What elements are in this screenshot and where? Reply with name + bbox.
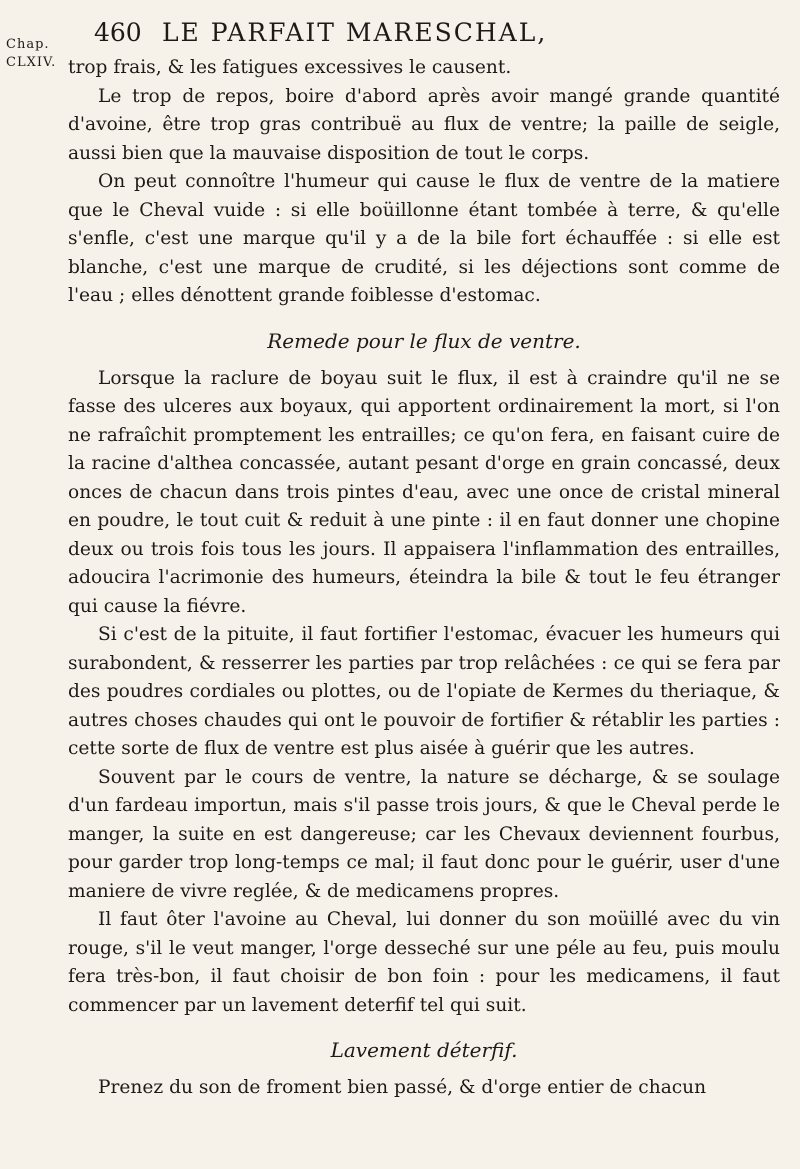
- paragraph: Le trop de repos, boire d'abord après avoir mangé grande quantité d'avoine, être trop gras contribuë au flux de ventre; la paille de seigle, aussi bien que la mauvaise disposition de tout le corps.: [68, 85, 780, 164]
- section-heading-lavement: Lavement déterfif.: [330, 1038, 518, 1062]
- paragraph: trop frais, & les fatigues excessives le causent.: [68, 57, 512, 78]
- paragraph: On peut connoître l'humeur qui cause le flux de ventre de la matiere que le Cheval vuide : si elle boüillonne étant tombée à terre, & qu'elle s'enfle, c'est une marque qu'il y a de la bile fort échauffée : si elle est blanche, c'est une marque de crudité, si les déjections sont comme de l'eau ; elles dénottent grande foiblesse d'estomac.: [68, 171, 780, 306]
- page-header: [94, 18, 654, 47]
- margin-note-line-2: CLXIV.: [6, 55, 57, 70]
- chapter-margin-note: [6, 36, 58, 72]
- page-body: [68, 54, 780, 1103]
- running-title: LE PARFAIT MARESCHAL,: [161, 18, 548, 47]
- section-heading-remedy: Remede pour le flux de ventre.: [267, 328, 581, 353]
- paragraph: Prenez du son de froment bien passé, & d'orge entier de chacun: [98, 1077, 707, 1098]
- paragraph: Si c'est de la pituite, il faut fortifier l'estomac, évacuer les humeurs qui surabondent, & resserrer les parties par trop relâchées : ce qui se fera par des poudres cordiales ou plottes, ou de l'opiate de Kermes du theriaque, & autres choses chaudes qui ont le pouvoir de fortifier & rétablir les parties : cette sorte de flux de ventre est plus aisée à guérir que les autres.: [68, 624, 780, 759]
- paragraph: Il faut ôter l'avoine au Cheval, lui donner du son moüillé avec du vin rouge, s'il le veut manger, l'orge desseché sur une péle au feu, puis moulu fera très-bon, il faut choisir de bon foin : pour les medicamens, il faut commencer par un lavement deterfif tel qui suit.: [68, 909, 780, 1016]
- page-number: 460: [94, 18, 142, 47]
- margin-note-line-1: Chap.: [6, 37, 50, 52]
- paragraph: Souvent par le cours de ventre, la nature se décharge, & se soulage d'un fardeau importun, mais s'il passe trois jours, & que le Cheval perde le manger, la suite en est dangereuse; car les Chevaux deviennent fourbus, pour garder trop long-temps ce mal; il faut donc pour le guérir, user d'une maniere de vivre reglée, & de medicamens propres.: [68, 766, 780, 902]
- paragraph: Lorsque la raclure de boyau suit le flux, il est à craindre qu'il ne se fasse des ulceres aux boyaux, qui apportent ordinairement la mort, si l'on ne rafraîchit promptement les entrailles; ce qu'on fera, en faisant cuire de la racine d'althea concassée, autant pesant d'orge en grain concassé, deux onces de chacun dans trois pintes d'eau, avec une once de cristal mineral en poudre, le tout cuit & reduit à une pinte : il en faut donner une chopine deux ou trois fois tous les jours. Il appaisera l'inflammation des entrailles, adoucira l'acrimonie des humeurs, éteindra la bile & tout le feu étranger qui cause la fiévre.: [68, 367, 780, 617]
